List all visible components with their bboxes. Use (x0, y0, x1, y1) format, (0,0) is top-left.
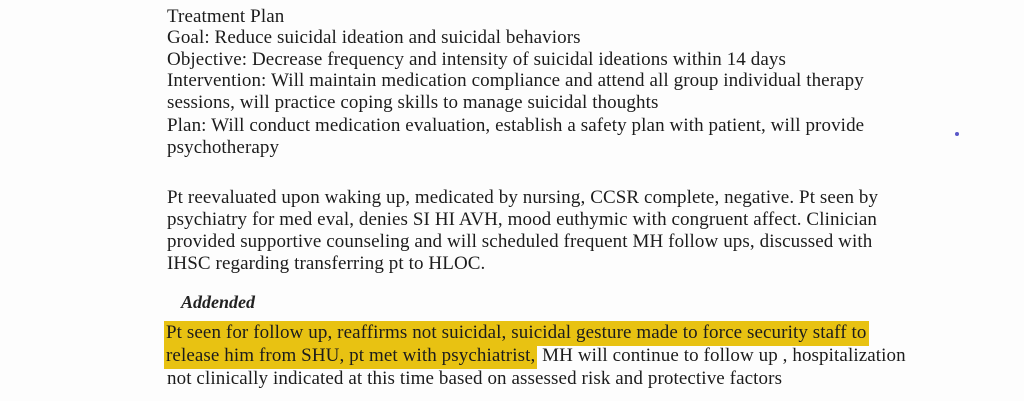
addended-line-2-rest: MH will continue to follow up , hospitalization (537, 345, 906, 366)
addended-line-3: not clinically indicated at this time based on assessed risk and protective factors (167, 368, 783, 389)
pen-mark-dot (955, 132, 959, 136)
plan-line-1: Plan: Will conduct medication evaluation, establish a safety plan with patient, will provide (167, 115, 865, 136)
objective-line: Objective: Decrease frequency and intensity of suicidal ideations within 14 days (167, 49, 786, 70)
reevaluation-line-1: Pt reevaluated upon waking up, medicated by nursing, CCSR complete, negative. Pt seen by (167, 187, 879, 208)
reevaluation-line-3: provided supportive counseling and will scheduled frequent MH follow ups, discussed with (167, 231, 873, 252)
addended-heading: Addended (181, 292, 255, 312)
addended-line-1 (167, 322, 869, 344)
intervention-line-2: sessions, will practice coping skills to manage suicidal thoughts (167, 92, 659, 113)
highlighted-text: release him from SHU, pt met with psychiatrist, (164, 344, 537, 369)
highlighted-text: Pt seen for follow up, reaffirms not suicidal, suicidal gesture made to force security staff to (164, 321, 869, 346)
goal-line: Goal: Reduce suicidal ideation and suicidal behaviors (167, 27, 581, 48)
reevaluation-line-2: psychiatry for med eval, denies SI HI AVH, mood euthymic with congruent affect. Clinician (167, 209, 877, 230)
intervention-line-1: Intervention: Will maintain medication compliance and attend all group individual therapy (167, 70, 864, 91)
reevaluation-line-4: IHSC regarding transferring pt to HLOC. (167, 253, 486, 274)
treatment-plan-heading: Treatment Plan (167, 6, 285, 27)
addended-line-2 (167, 345, 906, 367)
plan-line-2: psychotherapy (167, 137, 280, 158)
